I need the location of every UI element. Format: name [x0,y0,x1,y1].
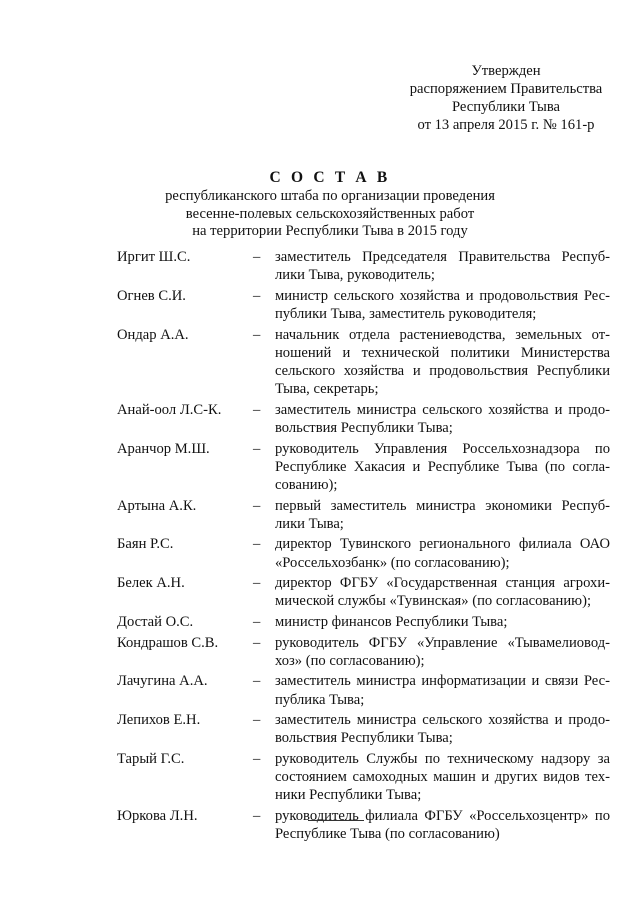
member-role-line: лики Тыва, руководитель; [275,267,435,284]
member-role-line: руководитель филиала ФГБУ «Россельхозцентр» по [275,807,610,824]
member-dash: – [253,634,261,651]
member-name: Иргит Ш.С. [117,249,191,265]
member-role-line: Тыва, секретарь; [275,381,379,398]
member-name: Аранчор М.Ш. [117,440,210,457]
member-role-line: публики Тыва, заместитель руководителя; [275,306,537,322]
member-row [117,613,610,631]
member-dash: – [253,575,261,592]
member-row [117,535,610,571]
member-row [117,634,610,670]
approval-line: распоряжением Правительства [409,81,603,97]
member-role [269,326,610,399]
member-role [269,672,610,708]
member-dash: – [253,401,261,418]
member-row [117,807,610,843]
member-row [117,574,610,610]
member-role-line: хоз» (по согласованию); [275,652,425,669]
member-name: Белек А.Н. [117,575,185,592]
member-row [117,287,610,323]
document-heading [0,168,640,241]
member-name: Достай О.С. [117,613,194,630]
member-row [117,672,610,708]
member-name: Кондрашов С.В. [117,634,219,651]
approval-stamp [376,62,636,134]
document-subtitle-line: республиканского штаба по организации проведения [165,188,495,204]
member-role-line: сельского хозяйства и продовольствия Республики [275,363,610,379]
member-role-line: Республике Хакасия и Республике Тыва (по согла- [275,458,610,475]
member-row [117,326,610,399]
member-dash: – [253,613,261,630]
member-role-line: вольствия Республики Тыва; [275,420,453,436]
member-role [269,248,610,284]
member-role-line: лики Тыва; [275,515,344,532]
member-role-line: «Россельхозбанк» (по согласованию); [275,554,510,571]
document-subtitle-line: на территории Республики Тыва в 2015 году [192,223,468,240]
member-dash: – [253,673,261,690]
member-role-line: руководитель Управления Россельхознадзора по [275,440,610,457]
member-row [117,750,610,805]
member-role-line: руководитель ФГБУ «Управление «Тывамелиовод- [275,634,610,651]
member-role-line: директор Тувинского регионального филиала ОАО [275,536,610,553]
member-role-line: ношений и технической политики Министерства [275,344,610,361]
member-list [117,248,610,846]
member-role [269,440,610,495]
member-role-line: заместитель министра сельского хозяйства и продо- [275,401,610,418]
member-dash: – [253,497,261,514]
member-role [269,613,610,631]
end-divider [308,820,364,821]
member-name: Ондар А.А. [117,326,189,343]
member-row [117,401,610,437]
member-dash: – [253,287,261,304]
document-subtitle-line: весенне-полевых сельскохозяйственных работ [185,205,475,222]
approval-line: от 13 апреля 2015 г. № 161-р [417,117,595,133]
member-role-line: заместитель Председателя Правительства Респуб- [275,249,610,265]
member-role-line: заместитель министра сельского хозяйства и продо- [275,712,610,729]
member-row [117,497,610,533]
member-role-line: состоянием самоходных машин и других видов тех- [275,769,610,786]
member-dash: – [253,326,261,343]
member-role [269,750,610,805]
approval-line: Республики Тыва [451,99,561,115]
member-role-line: сованию); [275,477,338,493]
member-dash: – [253,807,261,824]
member-name: Тарый Г.С. [117,750,185,767]
member-name: Огнев С.И. [117,287,186,304]
member-role-line: вольствия Республики Тыва; [275,730,453,747]
member-role [269,497,610,533]
member-role [269,535,610,571]
member-name: Баян Р.С. [117,536,174,553]
member-name: Лепихов Е.Н. [117,712,201,729]
member-name: Анай-оол Л.С-К. [117,401,222,418]
member-role-line: заместитель министра информатизации и связи Рес- [275,673,610,690]
member-name: Лачугина А.А. [117,673,208,690]
member-row [117,440,610,495]
approval-line: Утвержден [471,63,541,79]
member-dash: – [253,750,261,767]
member-row [117,711,610,747]
member-role [269,711,610,747]
member-role [269,634,610,670]
member-role-line: министр финансов Республики Тыва; [275,613,508,630]
member-role-line: министр сельского хозяйства и продовольствия Рес- [275,287,610,304]
member-dash: – [253,536,261,553]
member-role-line: мической службы «Тувинская» (по согласованию); [275,593,591,610]
member-role-line: директор ФГБУ «Государственная станция агрохи- [275,575,610,592]
member-name: Артына А.К. [117,497,197,514]
member-role-line: публика Тыва; [275,691,365,708]
member-role-line: первый заместитель министра экономики Респуб- [275,497,610,514]
member-role [269,287,610,323]
member-role [269,574,610,610]
member-role-line: ники Республики Тыва; [275,787,422,804]
member-role [269,807,610,843]
member-role-line: руководитель Службы по техническому надзору за [275,750,610,767]
member-dash: – [253,249,261,265]
document-title: С О С Т А В [269,169,391,186]
member-row [117,248,610,284]
member-role-line: Республике Тыва (по согласованию) [275,826,500,843]
member-dash: – [253,440,261,457]
member-role [269,401,610,437]
member-dash: – [253,712,261,729]
member-name: Юркова Л.Н. [117,807,198,824]
member-role-line: начальник отдела растениеводства, земельных от- [275,326,610,343]
